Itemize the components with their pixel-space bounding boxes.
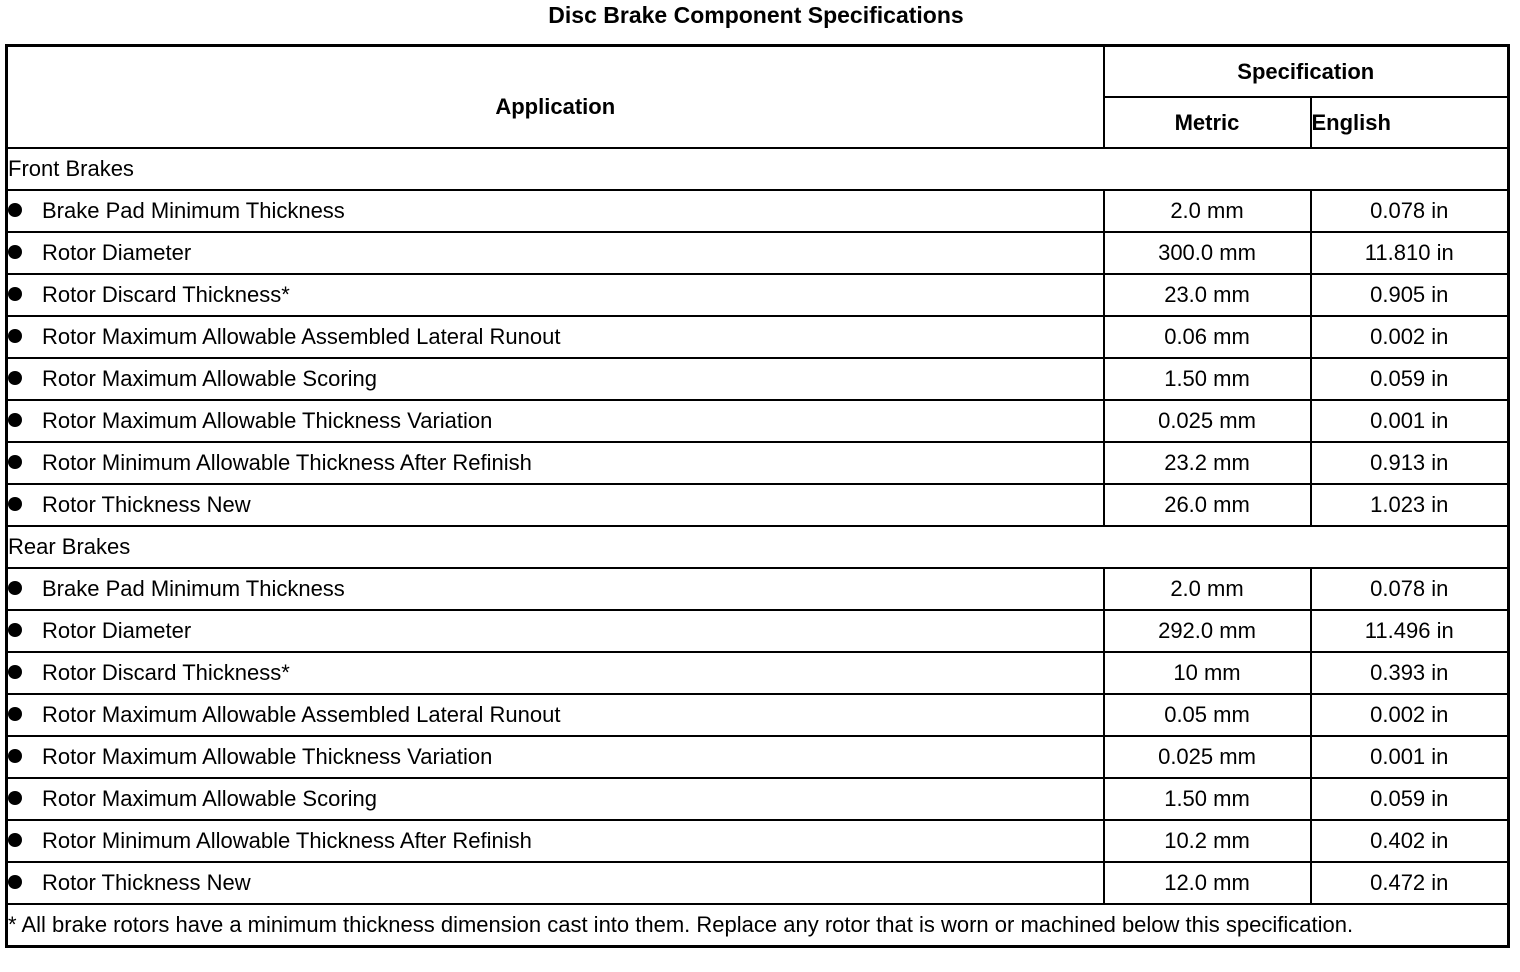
application-cell xyxy=(7,358,1104,400)
bullet-icon xyxy=(8,749,22,763)
application-label: Rotor Thickness New xyxy=(42,870,251,895)
application-label: Brake Pad Minimum Thickness xyxy=(42,198,345,223)
metric-value: 1.50 mm xyxy=(1104,358,1311,400)
metric-value: 0.05 mm xyxy=(1104,694,1311,736)
metric-value: 0.025 mm xyxy=(1104,400,1311,442)
bullet-icon xyxy=(8,413,22,427)
table-row xyxy=(7,694,1509,736)
bullet-icon xyxy=(8,791,22,805)
application-label: Rotor Discard Thickness* xyxy=(42,660,290,685)
english-value: 0.002 in xyxy=(1311,694,1509,736)
table-header xyxy=(7,46,1509,149)
application-label: Rotor Diameter xyxy=(42,240,192,265)
section-row xyxy=(7,526,1509,568)
table-row xyxy=(7,610,1509,652)
bullet-icon xyxy=(8,245,22,259)
metric-value: 0.06 mm xyxy=(1104,316,1311,358)
table-row xyxy=(7,358,1509,400)
bullet-icon xyxy=(8,455,22,469)
english-value: 0.393 in xyxy=(1311,652,1509,694)
application-cell xyxy=(7,862,1104,904)
english-value: 0.402 in xyxy=(1311,820,1509,862)
bullet-icon xyxy=(8,287,22,301)
metric-value: 300.0 mm xyxy=(1104,232,1311,274)
english-value: 0.078 in xyxy=(1311,190,1509,232)
table-row xyxy=(7,778,1509,820)
application-cell xyxy=(7,316,1104,358)
metric-value: 292.0 mm xyxy=(1104,610,1311,652)
table-row xyxy=(7,652,1509,694)
application-label: Rotor Thickness New xyxy=(42,492,251,517)
bullet-icon xyxy=(8,875,22,889)
column-header-application: Application xyxy=(7,46,1104,149)
section-heading: Rear Brakes xyxy=(7,526,1509,568)
english-value: 0.001 in xyxy=(1311,736,1509,778)
section-heading: Front Brakes xyxy=(7,148,1509,190)
application-cell xyxy=(7,274,1104,316)
application-cell xyxy=(7,442,1104,484)
table-row xyxy=(7,442,1509,484)
metric-value: 12.0 mm xyxy=(1104,862,1311,904)
footnote-row xyxy=(7,904,1509,947)
english-value: 1.023 in xyxy=(1311,484,1509,526)
bullet-icon xyxy=(8,329,22,343)
metric-value: 23.2 mm xyxy=(1104,442,1311,484)
table-row xyxy=(7,232,1509,274)
table-row xyxy=(7,568,1509,610)
table-row xyxy=(7,190,1509,232)
table-body xyxy=(7,148,1509,947)
english-value: 0.059 in xyxy=(1311,358,1509,400)
english-value: 0.913 in xyxy=(1311,442,1509,484)
application-label: Rotor Maximum Allowable Assembled Lateral Runout xyxy=(42,324,561,349)
application-cell xyxy=(7,820,1104,862)
section-row xyxy=(7,148,1509,190)
application-label: Rotor Maximum Allowable Scoring xyxy=(42,786,378,811)
table-row xyxy=(7,736,1509,778)
bullet-icon xyxy=(8,833,22,847)
application-cell xyxy=(7,232,1104,274)
table-row xyxy=(7,316,1509,358)
application-cell xyxy=(7,694,1104,736)
application-label: Rotor Maximum Allowable Thickness Variation xyxy=(42,744,493,769)
application-label: Rotor Discard Thickness* xyxy=(42,282,290,307)
metric-value: 10 mm xyxy=(1104,652,1311,694)
english-value: 0.002 in xyxy=(1311,316,1509,358)
english-value: 11.496 in xyxy=(1311,610,1509,652)
metric-value: 26.0 mm xyxy=(1104,484,1311,526)
table-row xyxy=(7,862,1509,904)
bullet-icon xyxy=(8,581,22,595)
table-row xyxy=(7,274,1509,316)
application-label: Rotor Maximum Allowable Scoring xyxy=(42,366,378,391)
metric-value: 10.2 mm xyxy=(1104,820,1311,862)
application-label: Rotor Minimum Allowable Thickness After Refinish xyxy=(42,450,532,475)
application-cell xyxy=(7,736,1104,778)
english-value: 0.001 in xyxy=(1311,400,1509,442)
bullet-icon xyxy=(8,497,22,511)
english-value: 11.810 in xyxy=(1311,232,1509,274)
english-value: 0.059 in xyxy=(1311,778,1509,820)
english-value: 0.078 in xyxy=(1311,568,1509,610)
application-cell xyxy=(7,484,1104,526)
application-label: Rotor Diameter xyxy=(42,618,192,643)
english-value: 0.905 in xyxy=(1311,274,1509,316)
application-cell xyxy=(7,568,1104,610)
footnote: * All brake rotors have a minimum thickness dimension cast into them. Replace any rotor that is worn or machined below this specification. xyxy=(7,904,1509,947)
application-cell xyxy=(7,190,1104,232)
bullet-icon xyxy=(8,623,22,637)
metric-value: 1.50 mm xyxy=(1104,778,1311,820)
bullet-icon xyxy=(8,371,22,385)
table-row xyxy=(7,400,1509,442)
application-label: Rotor Maximum Allowable Thickness Variation xyxy=(42,408,493,433)
bullet-icon xyxy=(8,707,22,721)
column-header-english: English xyxy=(1311,97,1509,148)
application-cell xyxy=(7,400,1104,442)
english-value: 0.472 in xyxy=(1311,862,1509,904)
application-cell xyxy=(7,778,1104,820)
page-title: Disc Brake Component Specifications xyxy=(548,2,964,28)
spec-table xyxy=(5,44,1510,948)
metric-value: 2.0 mm xyxy=(1104,190,1311,232)
application-label: Rotor Maximum Allowable Assembled Lateral Runout xyxy=(42,702,561,727)
bullet-icon xyxy=(8,665,22,679)
column-header-specification: Specification xyxy=(1104,46,1509,98)
application-cell xyxy=(7,610,1104,652)
table-row xyxy=(7,484,1509,526)
metric-value: 0.025 mm xyxy=(1104,736,1311,778)
column-header-metric: Metric xyxy=(1104,97,1311,148)
metric-value: 2.0 mm xyxy=(1104,568,1311,610)
application-label: Rotor Minimum Allowable Thickness After Refinish xyxy=(42,828,532,853)
metric-value: 23.0 mm xyxy=(1104,274,1311,316)
application-label: Brake Pad Minimum Thickness xyxy=(42,576,345,601)
bullet-icon xyxy=(8,203,22,217)
table-row xyxy=(7,820,1509,862)
application-cell xyxy=(7,652,1104,694)
